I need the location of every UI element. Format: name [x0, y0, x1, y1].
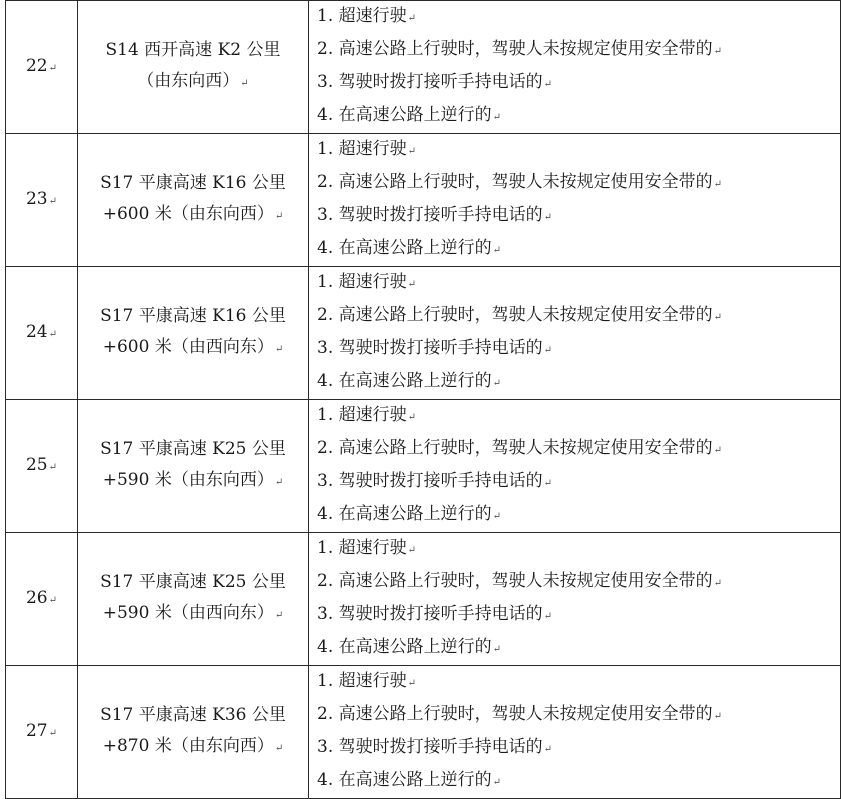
row-number-cell	[6, 134, 78, 267]
paragraph-mark-icon: ↵	[48, 328, 58, 340]
paragraph-mark-icon: ↵	[407, 412, 417, 423]
enforcement-points-table	[5, 0, 841, 799]
location-cell	[78, 134, 309, 267]
location-line-1: S17 平康高速 K25 公里	[100, 439, 286, 459]
row-number: 22	[25, 55, 48, 76]
location-line-2: +590 米（由东向西）↵	[102, 470, 284, 490]
paragraph-mark-icon: ↵	[48, 62, 58, 74]
paragraph-mark-icon: ↵	[407, 279, 417, 290]
location-line-2: +870 米（由东向西）↵	[102, 736, 284, 756]
paragraph-mark-icon: ↵	[48, 727, 58, 739]
paragraph-mark-icon: ↵	[713, 179, 723, 190]
rule-item: 2. 高速公路上行驶时，驾驶人未按规定使用安全带的↵	[317, 305, 723, 325]
paragraph-mark-icon: ↵	[492, 112, 502, 123]
location-cell	[78, 1, 309, 134]
rule-item: 2. 高速公路上行驶时，驾驶人未按规定使用安全带的↵	[317, 39, 723, 59]
location-line-2: +600 米（由西向东）↵	[102, 337, 284, 357]
paragraph-mark-icon: ↵	[713, 46, 723, 57]
rule-item: 1. 超速行驶↵	[317, 6, 417, 26]
paragraph-mark-icon: ↵	[492, 644, 502, 655]
location-cell	[78, 267, 309, 400]
row-number-cell	[6, 267, 78, 400]
paragraph-mark-icon: ↵	[48, 594, 58, 606]
rule-item: 4. 在高速公路上逆行的↵	[317, 637, 502, 657]
paragraph-mark-icon: ↵	[543, 212, 553, 223]
row-number-cell	[6, 1, 78, 134]
row-number-cell	[6, 533, 78, 666]
rules-cell	[309, 134, 841, 267]
row-number: 27	[25, 720, 48, 741]
rules-cell	[309, 533, 841, 666]
paragraph-mark-icon: ↵	[407, 13, 417, 24]
location-line-2: +600 米（由东向西）↵	[102, 204, 284, 224]
rule-item: 1. 超速行驶↵	[317, 272, 417, 292]
rule-item: 3. 驾驶时拨打接听手持电话的↵	[317, 471, 553, 491]
paragraph-mark-icon: ↵	[274, 743, 284, 754]
location-cell	[78, 400, 309, 533]
rules-cell	[309, 267, 841, 400]
location-line-1: S14 西开高速 K2 公里	[105, 40, 281, 60]
paragraph-mark-icon: ↵	[543, 79, 553, 90]
paragraph-mark-icon: ↵	[543, 478, 553, 489]
rule-item: 2. 高速公路上行驶时，驾驶人未按规定使用安全带的↵	[317, 704, 723, 724]
rule-item: 3. 驾驶时拨打接听手持电话的↵	[317, 72, 553, 92]
rules-cell	[309, 400, 841, 533]
paragraph-mark-icon: ↵	[492, 511, 502, 522]
paragraph-mark-icon: ↵	[492, 777, 502, 788]
table-row	[6, 267, 841, 400]
rule-item: 4. 在高速公路上逆行的↵	[317, 238, 502, 258]
paragraph-mark-icon: ↵	[274, 610, 284, 621]
paragraph-mark-icon: ↵	[274, 344, 284, 355]
rule-item: 1. 超速行驶↵	[317, 405, 417, 425]
rule-item: 3. 驾驶时拨打接听手持电话的↵	[317, 737, 553, 757]
paragraph-mark-icon: ↵	[543, 611, 553, 622]
paragraph-mark-icon: ↵	[407, 545, 417, 556]
rule-item: 3. 驾驶时拨打接听手持电话的↵	[317, 604, 553, 624]
paragraph-mark-icon: ↵	[407, 146, 417, 157]
row-number: 23	[25, 188, 48, 209]
rule-item: 4. 在高速公路上逆行的↵	[317, 105, 502, 125]
paragraph-mark-icon: ↵	[543, 345, 553, 356]
paragraph-mark-icon: ↵	[274, 211, 284, 222]
row-number: 25	[25, 454, 48, 475]
paragraph-mark-icon: ↵	[48, 195, 58, 207]
row-number: 24	[25, 321, 48, 342]
paragraph-mark-icon: ↵	[492, 245, 502, 256]
row-number-cell	[6, 666, 78, 799]
location-cell	[78, 666, 309, 799]
location-line-1: S17 平康高速 K16 公里	[100, 306, 286, 326]
paragraph-mark-icon: ↵	[240, 78, 249, 89]
table-row	[6, 666, 841, 799]
paragraph-mark-icon: ↵	[492, 378, 502, 389]
table-row	[6, 533, 841, 666]
rule-item: 4. 在高速公路上逆行的↵	[317, 770, 502, 790]
location-line-1: S17 平康高速 K16 公里	[100, 173, 286, 193]
paragraph-mark-icon: ↵	[713, 711, 723, 722]
row-number: 26	[25, 587, 48, 608]
row-number-cell	[6, 400, 78, 533]
location-line-2: +590 米（由西向东）↵	[102, 603, 284, 623]
paragraph-mark-icon: ↵	[274, 477, 284, 488]
paragraph-mark-icon: ↵	[543, 744, 553, 755]
paragraph-mark-icon: ↵	[48, 461, 58, 473]
table-row	[6, 134, 841, 267]
rule-item: 2. 高速公路上行驶时，驾驶人未按规定使用安全带的↵	[317, 438, 723, 458]
table-row	[6, 400, 841, 533]
rule-item: 2. 高速公路上行驶时，驾驶人未按规定使用安全带的↵	[317, 172, 723, 192]
table-row	[6, 1, 841, 134]
rules-cell	[309, 1, 841, 134]
paragraph-mark-icon: ↵	[407, 678, 417, 689]
location-cell	[78, 533, 309, 666]
rule-item: 3. 驾驶时拨打接听手持电话的↵	[317, 205, 553, 225]
paragraph-mark-icon: ↵	[713, 312, 723, 323]
rules-cell	[309, 666, 841, 799]
rule-item: 4. 在高速公路上逆行的↵	[317, 371, 502, 391]
rule-item: 2. 高速公路上行驶时，驾驶人未按规定使用安全带的↵	[317, 571, 723, 591]
location-line-1: S17 平康高速 K36 公里	[100, 705, 286, 725]
rule-item: 1. 超速行驶↵	[317, 139, 417, 159]
paragraph-mark-icon: ↵	[713, 445, 723, 456]
location-line-2: （由东向西）↵	[137, 71, 249, 91]
rule-item: 1. 超速行驶↵	[317, 538, 417, 558]
paragraph-mark-icon: ↵	[713, 578, 723, 589]
rule-item: 1. 超速行驶↵	[317, 671, 417, 691]
rule-item: 4. 在高速公路上逆行的↵	[317, 504, 502, 524]
rule-item: 3. 驾驶时拨打接听手持电话的↵	[317, 338, 553, 358]
location-line-1: S17 平康高速 K25 公里	[100, 572, 286, 592]
